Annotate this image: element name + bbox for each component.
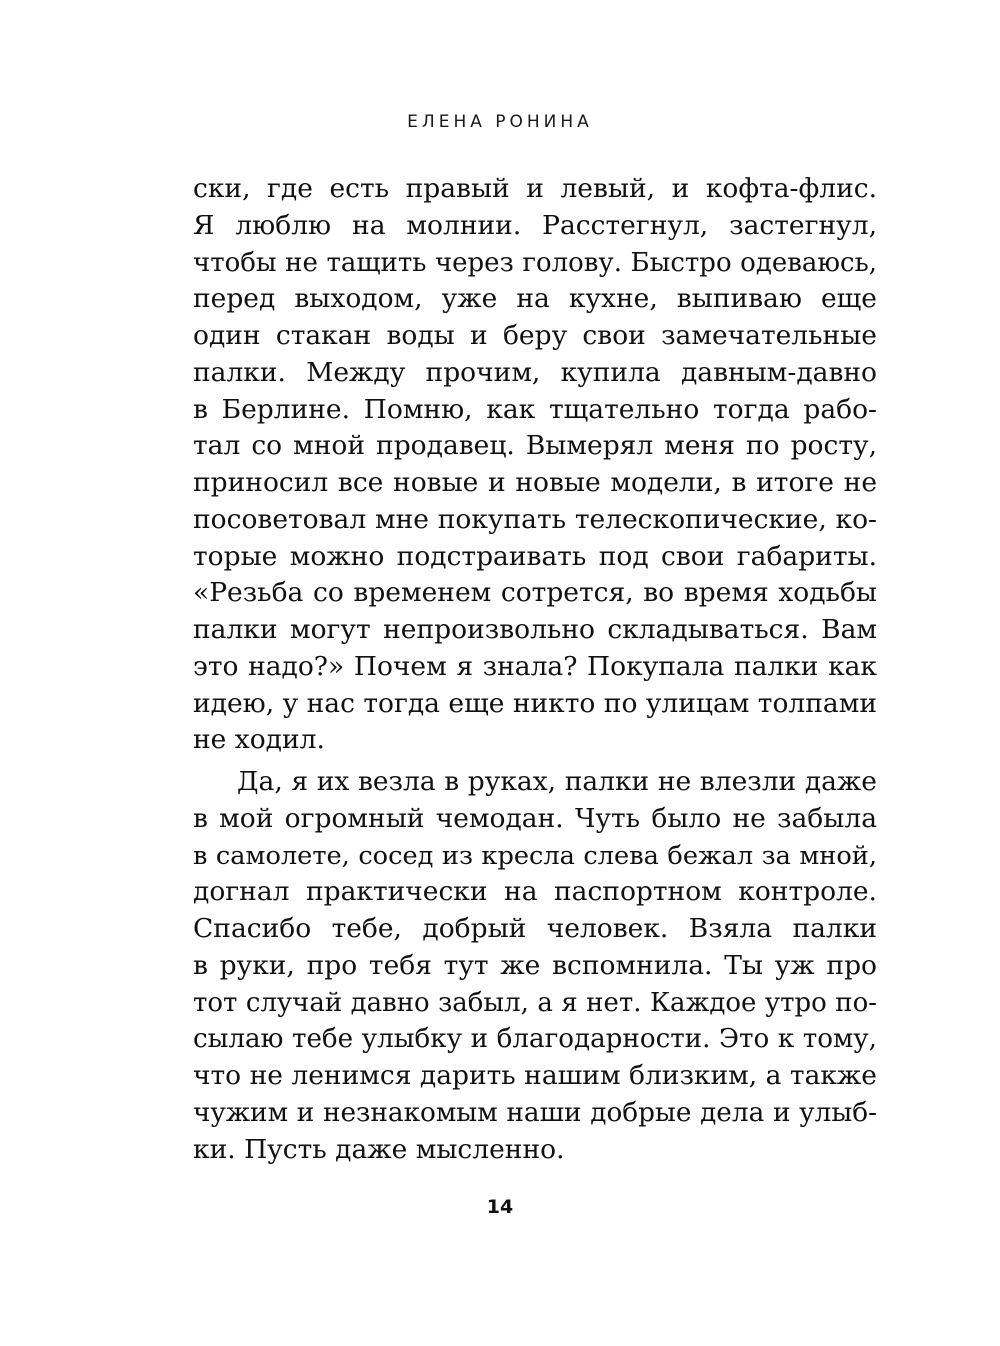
text-line: ки. Пусть даже мысленно. [193, 1133, 565, 1165]
text-line: Да, я их везла в руках, палки не влезли даже [237, 766, 877, 797]
body-text [193, 171, 877, 1168]
page-number: 14 [486, 1196, 514, 1218]
text-line: тал со мной продавец. Вымерял меня по росту, [193, 430, 877, 462]
text-line: приносил все новые и новые модели, в итоге не [193, 467, 877, 498]
text-line: в Берлине. Помню, как тщательно тогда рабо- [193, 393, 877, 425]
text-line: Я люблю на молнии. Расстегнул, застегнул, [193, 209, 877, 241]
text-line: перед выходом, уже на кухне, выпиваю еще [193, 283, 877, 315]
paragraph-2 [193, 764, 877, 1168]
text-line: чужим и незнакомым наши добрые дела и улыб- [193, 1097, 877, 1128]
running-header-author: ЕЛЕНА РОНИНА [407, 112, 593, 132]
text-line: палки могут непроизвольно складываться. Вам [193, 614, 877, 645]
text-line: идею, у нас тогда еще никто по улицам толпами [193, 687, 877, 719]
text-line: «Резьба со временем сотрется, во время ходьбы [193, 577, 877, 609]
text-line: чтобы не тащить через голову. Быстро одеваюсь, [193, 247, 877, 278]
text-line: палки. Между прочим, купила давным-давно [193, 356, 877, 388]
text-line: торые можно подстраивать под свои габариты. [193, 540, 877, 572]
text-line: посоветовал мне покупать телескопические, ко- [193, 503, 877, 535]
text-line: что не ленимся дарить нашим близким, а также [193, 1060, 877, 1091]
text-line: ски, где есть правый и левый, и кофта-флис. [193, 173, 877, 204]
paragraph-1 [193, 171, 877, 759]
text-line: сылаю тебе улыбку и благодарности. Это к тому, [193, 1024, 877, 1055]
text-line: один стакан воды и беру свои замечательные [193, 320, 877, 351]
text-line: это надо?» Почем я знала? Покупала палки как [193, 650, 877, 682]
text-line: Спасибо тебе, добрый человек. Взяла палки [193, 913, 877, 944]
text-line: в мой огромный чемодан. Чуть было не забыла [193, 802, 877, 834]
text-line: в самолете, сосед из кресла слева бежал за мной, [193, 840, 877, 871]
text-line: в руки, про тебя тут же вспомнила. Ты уж про [193, 949, 877, 981]
text-line: тот случай давно забыл, а я нет. Каждое утро по- [193, 987, 877, 1018]
text-line: догнал практически на паспортном контроле. [193, 876, 877, 908]
text-line: не ходил. [193, 724, 325, 756]
